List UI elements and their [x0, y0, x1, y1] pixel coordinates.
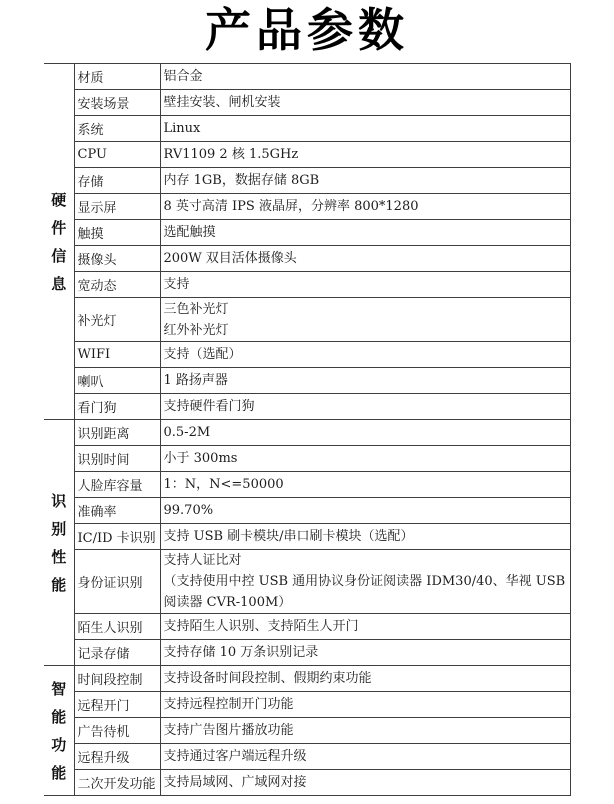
spec-row [44, 640, 570, 666]
section-label-text: 智 能 功 能 [51, 680, 67, 782]
spec-value: 支持人证比对 （支持使用中控 USB 通用协议身份证阅读器 IDM30/40、华视 USB 阅读器 CVR-100M） [160, 550, 570, 614]
spec-row [44, 272, 570, 298]
spec-value: 支持硬件看门狗 [160, 394, 570, 420]
spec-row [44, 692, 570, 718]
spec-label: 远程升级 [74, 744, 160, 770]
spec-value: 支持设备时间段控制、假期约束功能 [160, 666, 570, 692]
section-label-smart [44, 666, 74, 796]
spec-row [44, 666, 570, 692]
spec-value: RV1109 2 核 1.5GHz [160, 142, 570, 168]
spec-label: 触摸 [74, 220, 160, 246]
spec-row [44, 498, 570, 524]
spec-value: 支持远程控制开门功能 [160, 692, 570, 718]
spec-value: 1 路扬声器 [160, 368, 570, 394]
spec-row [44, 246, 570, 272]
spec-label: 宽动态 [74, 272, 160, 298]
spec-value: 8 英寸高清 IPS 液晶屏，分辨率 800*1280 [160, 194, 570, 220]
spec-value: 支持局域网、广域网对接 [160, 770, 570, 796]
spec-value: 200W 双目活体摄像头 [160, 246, 570, 272]
spec-label: 显示屏 [74, 194, 160, 220]
spec-row [44, 394, 570, 420]
spec-value: 支持通过客户端远程升级 [160, 744, 570, 770]
spec-row [44, 298, 570, 342]
spec-label: 系统 [74, 116, 160, 142]
spec-label: 识别时间 [74, 446, 160, 472]
spec-label: 喇叭 [74, 368, 160, 394]
spec-label: 识别距离 [74, 420, 160, 446]
spec-value: 支持广告图片播放功能 [160, 718, 570, 744]
spec-label: 陌生人识别 [74, 614, 160, 640]
spec-row [44, 168, 570, 194]
spec-row [44, 116, 570, 142]
spec-label: 准确率 [74, 498, 160, 524]
spec-label: 材质 [74, 64, 160, 90]
spec-row [44, 472, 570, 498]
spec-label: 记录存储 [74, 640, 160, 666]
spec-label: 广告待机 [74, 718, 160, 744]
section-label-hardware [44, 64, 74, 420]
spec-value: 支持 USB 刷卡模块/串口刷卡模块（选配） [160, 524, 570, 550]
spec-value: 支持 [160, 272, 570, 298]
spec-value: 三色补光灯 红外补光灯 [160, 298, 570, 342]
spec-value: 小于 300ms [160, 446, 570, 472]
spec-row [44, 220, 570, 246]
spec-label: 安装场景 [74, 90, 160, 116]
spec-value: 铝合金 [160, 64, 570, 90]
spec-row [44, 368, 570, 394]
spec-row [44, 64, 570, 90]
spec-value: 壁挂安装、闸机安装 [160, 90, 570, 116]
spec-row [44, 194, 570, 220]
spec-value: Linux [160, 116, 570, 142]
section-label-text: 识 别 性 能 [51, 492, 67, 594]
spec-label: CPU [74, 142, 160, 168]
spec-value: 1：N，N<=50000 [160, 472, 570, 498]
spec-value: 支持陌生人识别、支持陌生人开门 [160, 614, 570, 640]
spec-row [44, 420, 570, 446]
spec-row [44, 550, 570, 614]
spec-row [44, 342, 570, 368]
spec-label: 存储 [74, 168, 160, 194]
spec-label: 看门狗 [74, 394, 160, 420]
spec-label: 远程开门 [74, 692, 160, 718]
spec-label: WIFI [74, 342, 160, 368]
section-label-text: 硬 件 信 息 [51, 191, 67, 293]
spec-value: 支持存储 10 万条识别记录 [160, 640, 570, 666]
spec-label: 补光灯 [74, 298, 160, 342]
spec-row [44, 744, 570, 770]
spec-row [44, 718, 570, 744]
spec-label: 人脸库容量 [74, 472, 160, 498]
spec-label: 摄像头 [74, 246, 160, 272]
spec-label: 身份证识别 [74, 550, 160, 614]
spec-row [44, 614, 570, 640]
spec-label: 二次开发功能 [74, 770, 160, 796]
spec-row [44, 446, 570, 472]
section-label-recognition [44, 420, 74, 666]
spec-value: 内存 1GB，数据存储 8GB [160, 168, 570, 194]
spec-value: 0.5-2M [160, 420, 570, 446]
spec-table [44, 63, 571, 796]
spec-row [44, 90, 570, 116]
page-title: 产品参数 [205, 3, 409, 57]
spec-label: 时间段控制 [74, 666, 160, 692]
spec-value: 99.70% [160, 498, 570, 524]
spec-value: 支持（选配） [160, 342, 570, 368]
spec-table-body [44, 64, 570, 796]
spec-row [44, 142, 570, 168]
spec-row [44, 524, 570, 550]
spec-value: 选配触摸 [160, 220, 570, 246]
spec-label: IC/ID 卡识别 [74, 524, 160, 550]
spec-row [44, 770, 570, 796]
